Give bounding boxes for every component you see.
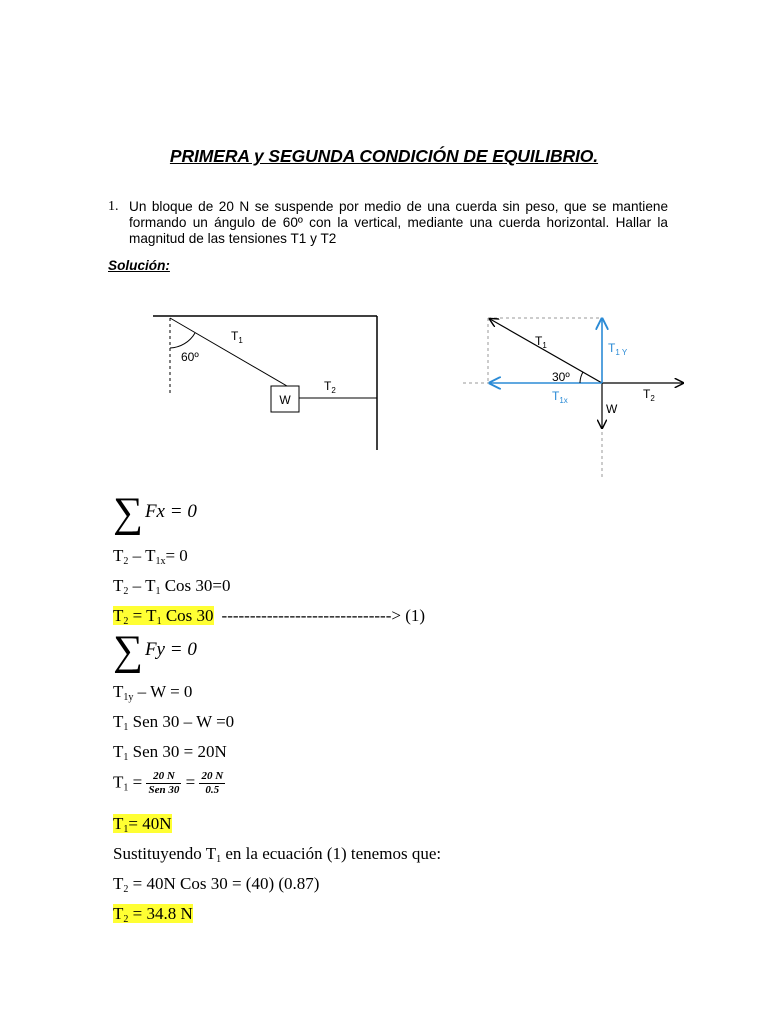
angle-label: 30º bbox=[552, 370, 570, 384]
equation-10: $T_2 = 40N$ Cos 30 = (40) (0.87) bbox=[113, 874, 320, 895]
t1x-label: $T_{1x}$ bbox=[552, 389, 568, 405]
t1-label: $T_1$ bbox=[535, 334, 547, 350]
equation-2: $T_2 - T_1$ Cos 30=0 bbox=[113, 576, 231, 597]
t2-label: $T_2$ bbox=[643, 387, 655, 403]
equation-6: $T_1$ Sen 30 = 20N bbox=[113, 742, 227, 763]
highlighted-result: $T_2 = T_1$ Cos 30 bbox=[113, 606, 214, 627]
highlighted-result: $T_1= 40N$ bbox=[113, 814, 172, 835]
equation-4: $T_{1y} - W = 0$ bbox=[113, 682, 193, 703]
equation-8 bbox=[113, 814, 172, 835]
sigma-symbol: ∑ bbox=[113, 628, 143, 674]
block-label: W bbox=[279, 393, 291, 407]
t2-label: $T_2$ bbox=[324, 379, 336, 395]
diagram-free-body bbox=[460, 305, 690, 480]
problem-statement bbox=[108, 199, 668, 247]
t1-label: $T_1$ bbox=[231, 329, 243, 345]
problem-text: Un bloque de 20 N se suspende por medio de una cuerda sin peso, que se mantiene formando un ángulo de 60º con la vertical, mediante una cuerda horizontal. Hallar la magnitud de las tensiones T1 y T2 bbox=[129, 199, 668, 246]
sum-fy: ∑ Fy = 0 bbox=[113, 628, 197, 674]
t1-vector bbox=[490, 319, 602, 383]
sum-fx: ∑ Fx = 0 bbox=[113, 490, 197, 536]
angle-label: 60º bbox=[181, 350, 199, 364]
fraction-1: $\frac{20 N}{\text{Sen 30}}$ bbox=[148, 770, 180, 796]
angle-arc bbox=[580, 372, 583, 383]
diagram-hanging-block bbox=[150, 305, 390, 455]
angle-arc bbox=[170, 333, 195, 348]
w-label: W bbox=[606, 402, 618, 416]
equation-9: Sustituyendo $T_1$ en la ecuación (1) tenemos que: bbox=[113, 844, 442, 865]
page-title: PRIMERA y SEGUNDA CONDICIÓN DE EQUILIBRIO. bbox=[169, 146, 599, 166]
equation-7: $T_1$ = $\frac{20 N}{\text{Sen 30}}$ = $\frac{20 N}{0.5}$ bbox=[113, 770, 224, 796]
t1y-label: $T_{1 Y}$ bbox=[608, 341, 628, 357]
equation-11 bbox=[113, 904, 193, 925]
equation-5: $T_1$ Sen 30 – W =0 bbox=[113, 712, 235, 733]
equation-1: $T_2 - T_{1x}= 0$ bbox=[113, 546, 188, 567]
problem-number: 1. bbox=[108, 199, 119, 214]
equation-3: $T_2 = T_1$ Cos 30 ------------------------------> (1) bbox=[113, 606, 426, 627]
fraction-2: $\frac{20 N}{0.5}$ bbox=[201, 770, 224, 796]
highlighted-result: $T_2 = 34.8$ N bbox=[113, 904, 193, 925]
solution-label: Solución: bbox=[108, 258, 170, 273]
sigma-symbol: ∑ bbox=[113, 490, 143, 536]
